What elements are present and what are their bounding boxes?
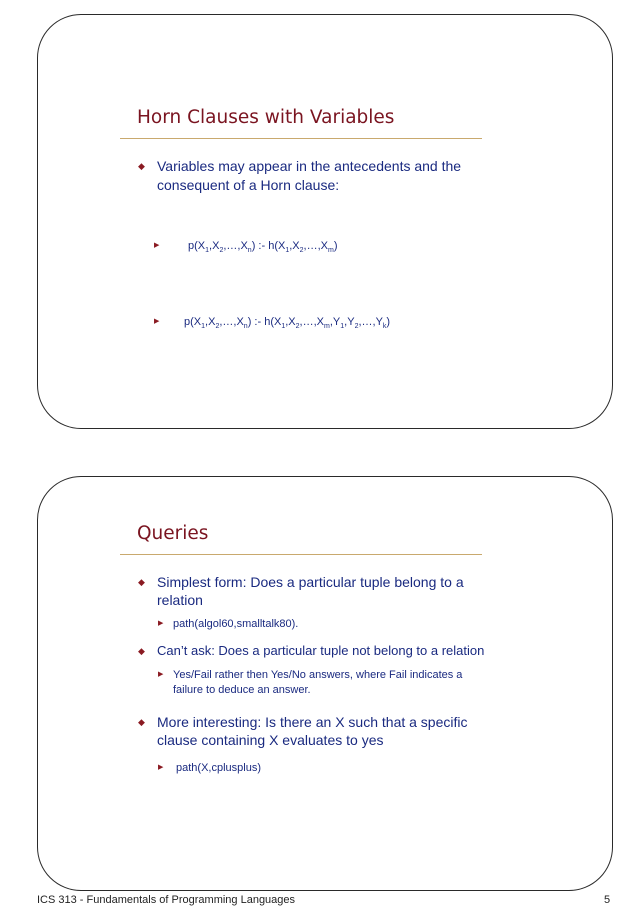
sub-bullet-text: failure to deduce an answer. [173,684,311,696]
bullet-line: clause containing X evaluates to yes [157,732,384,748]
title-rule [120,554,482,555]
title-rule [120,138,482,139]
diamond-bullet-icon: ◆ [138,577,145,587]
diamond-bullet-icon: ◆ [138,161,145,171]
arrow-bullet-icon: ▶ [154,242,160,249]
sub-bullet-text: Yes/Fail rather then Yes/No answers, where Fail indicates a [173,669,463,681]
slide-horn-clauses [37,14,613,429]
bullet-line: Variables may appear in the antecedents and the [157,158,462,174]
slide-queries [37,476,613,891]
bullet-line: Can’t ask: Does a particular tuple not belong to a relation [157,643,485,658]
slide-title: Horn Clauses with Variables [137,107,395,128]
formula-2: $p(X_1,X_2,\dots,X_n)$ :- $h(X_1,X_2,\dots,X_m,Y_1,Y_2,\dots,Y_k)$ [184,316,391,330]
arrow-bullet-icon: ▶ [154,318,160,325]
page-number: 5 [604,894,611,906]
formula-1: $p(X_1,X_2,\dots,X_n)$ :- $h(X_1,X_2,\dots,X_m)$ [188,240,338,254]
bullet-line: More interesting: Is there an X such that a specific [157,714,468,730]
slide-title: Queries [137,523,209,544]
footer-course: ICS 313 - Fundamentals of Programming Languages [37,894,296,906]
diamond-bullet-icon: ◆ [138,646,145,656]
bullet-line: consequent of a Horn clause: [157,177,340,193]
diamond-bullet-icon: ◆ [138,717,145,727]
arrow-bullet-icon: ▶ [158,764,164,771]
bullet-line: relation [157,592,203,608]
sub-bullet-text: path(algol60,smalltalk80). [173,618,299,630]
sub-bullet-text: path(X,cplusplus) [176,762,261,774]
bullet-line: Simplest form: Does a particular tuple belong to a [157,574,464,590]
arrow-bullet-icon: ▶ [158,671,164,678]
arrow-bullet-icon: ▶ [158,620,164,627]
